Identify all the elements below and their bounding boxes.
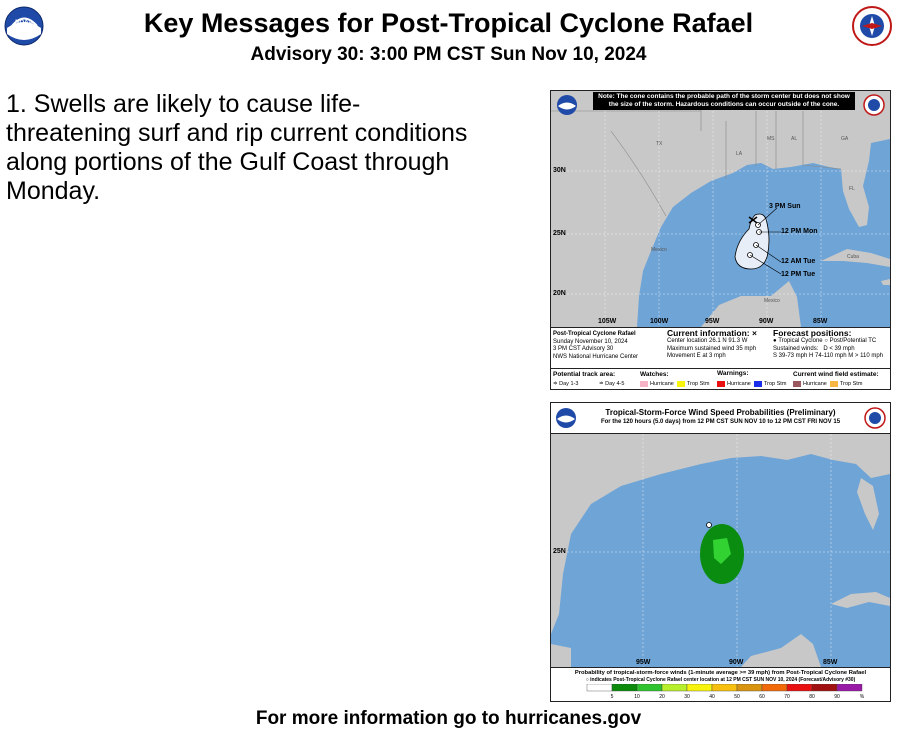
scale-swatch bbox=[637, 684, 662, 691]
footer-link-text: For more information go to hurricanes.gov bbox=[255, 708, 642, 729]
prob-caption-1: Probability of tropical-storm-force winds (1-minute average >= 39 mph) from Post-Tropical Cyclone Rafael bbox=[574, 670, 867, 676]
forecast-label-12am-tue: 12 AM Tue bbox=[781, 258, 816, 265]
cone-map-panel bbox=[550, 90, 891, 390]
scale-label: 80 bbox=[809, 694, 815, 700]
watch-hurricane-label: Hurricane bbox=[650, 381, 674, 387]
cone-legend-strip bbox=[551, 368, 890, 390]
scale-swatch bbox=[587, 684, 612, 691]
lat-20n: 20N bbox=[553, 290, 566, 297]
scale-label: 30 bbox=[684, 694, 690, 700]
current-info-block bbox=[667, 329, 757, 361]
prob-color-scale bbox=[551, 684, 890, 700]
forecast-label-12pm-tue: 12 PM Tue bbox=[781, 271, 816, 278]
prob-lon-85w: 85W bbox=[823, 659, 838, 666]
current-movement: Movement E at 3 mph bbox=[667, 353, 726, 359]
scale-label: 10 bbox=[634, 694, 640, 700]
label-ms: MS bbox=[767, 136, 775, 142]
scale-swatch bbox=[687, 684, 712, 691]
scale-swatch bbox=[662, 684, 687, 691]
key-message: 1. Swells are likely to cause life-threatening surf and rip current conditions along portions of the Gulf Coast through Monday. bbox=[6, 90, 468, 205]
lat-25n: 25N bbox=[553, 230, 566, 237]
scale-label: % bbox=[859, 694, 865, 700]
watch-trop-label: Trop Stm bbox=[687, 381, 710, 387]
label-la: LA bbox=[736, 151, 743, 157]
current-info-title: Current information: × bbox=[667, 328, 757, 338]
filled-circle-icon: ● bbox=[773, 338, 777, 344]
d-label: D < 39 mph bbox=[823, 345, 855, 352]
legend-tropical-cyclone: Tropical Cyclone bbox=[778, 338, 823, 344]
storm-center: NWS National Hurricane Center bbox=[553, 353, 639, 360]
label-fl: FL bbox=[849, 186, 855, 192]
cone-info-strip bbox=[551, 327, 890, 369]
lon-85w: 85W bbox=[813, 318, 828, 325]
lon-90w: 90W bbox=[759, 318, 774, 325]
storm-advisory: 3 PM CST Advisory 30 bbox=[553, 346, 614, 352]
scale-label: 60 bbox=[759, 694, 765, 700]
warn-hurricane bbox=[717, 380, 751, 388]
label-mexico-yucatan: Mexico bbox=[764, 298, 780, 304]
forecast-label-3pm-sun: 3 PM Sun bbox=[769, 203, 801, 210]
day13-label: Day 1-3 bbox=[559, 381, 579, 387]
scale-swatch bbox=[812, 684, 837, 691]
prob-map-subtitle: For the 120 hours (5.0 days) from 12 PM CST SUN NOV 10 to 12 PM CST FRI NOV 15 bbox=[600, 419, 841, 425]
day45-label: Day 4-5 bbox=[605, 381, 625, 387]
warn-hurricane-label: Hurricane bbox=[727, 381, 751, 387]
advisory-subtitle: Advisory 30: 3:00 PM CST Sun Nov 10, 2024 bbox=[250, 44, 647, 65]
prob-map-title: Tropical-Storm-Force Wind Speed Probabilities (Preliminary) bbox=[605, 408, 836, 417]
track-area-title: Potential track area: bbox=[553, 371, 616, 378]
wind-hurricane-label: Hurricane bbox=[803, 381, 827, 387]
scale-label: 90 bbox=[834, 694, 840, 700]
warn-hurricane-swatch bbox=[717, 381, 725, 387]
scale-label: 40 bbox=[709, 694, 715, 700]
current-location: Center location 26.1 N 91.3 W bbox=[667, 338, 748, 344]
wind-trop-swatch bbox=[830, 381, 838, 387]
track-day45 bbox=[599, 380, 624, 388]
scale-label: 5 bbox=[610, 694, 614, 700]
warn-trop-label: Trop Stm bbox=[764, 381, 787, 387]
forecast-positions-block bbox=[773, 329, 883, 361]
scale-swatch bbox=[612, 684, 637, 691]
prob-map-panel bbox=[550, 402, 891, 702]
scale-label: 70 bbox=[784, 694, 790, 700]
cone-note-line2: the size of the storm. Hazardous conditions can occur outside of the cone. bbox=[608, 101, 840, 108]
label-tx: TX bbox=[656, 141, 663, 147]
shm-labels: S 39-73 mph H 74-110 mph M > 110 mph bbox=[773, 353, 884, 359]
label-al: AL bbox=[791, 136, 798, 142]
track-day13 bbox=[553, 380, 578, 388]
prob-map bbox=[551, 434, 890, 667]
cone-note-line1: Note: The cone contains the probable path of the storm center but does not show bbox=[598, 93, 850, 100]
lat-30n: 30N bbox=[553, 167, 566, 174]
sustained-label: Sustained winds: bbox=[773, 345, 819, 352]
wind-hurricane bbox=[793, 380, 827, 388]
label-cuba: Cuba bbox=[847, 254, 859, 260]
scale-swatch bbox=[762, 684, 787, 691]
prob-map-header bbox=[551, 403, 890, 434]
noaa-logo-text: NOAA bbox=[15, 20, 33, 26]
watch-trop-swatch bbox=[677, 381, 685, 387]
warn-trop-swatch bbox=[754, 381, 762, 387]
scale-swatch bbox=[712, 684, 737, 691]
wind-field-title: Current wind field estimate: bbox=[793, 371, 879, 378]
scale-swatch bbox=[787, 684, 812, 691]
watches-title: Watches: bbox=[640, 371, 669, 378]
prob-lon-95w: 95W bbox=[636, 659, 651, 666]
cone-map bbox=[551, 91, 890, 327]
watch-trop bbox=[677, 380, 709, 388]
wind-hurricane-swatch bbox=[793, 381, 801, 387]
prob-lon-90w: 90W bbox=[729, 659, 744, 666]
prob-lat-25n: 25N bbox=[553, 548, 566, 555]
wind-trop bbox=[830, 380, 862, 388]
scale-swatch bbox=[837, 684, 862, 691]
storm-date: Sunday November 10, 2024 bbox=[553, 338, 628, 345]
open-circle-icon: ○ bbox=[824, 338, 828, 344]
scale-swatch bbox=[737, 684, 762, 691]
cone-note bbox=[595, 93, 853, 109]
wind-trop-label: Trop Stm bbox=[840, 381, 863, 387]
lon-95w: 95W bbox=[705, 318, 720, 325]
page-title: Key Messages for Post-Tropical Cyclone Rafael bbox=[143, 8, 754, 38]
storm-name: Post-Tropical Cyclone Rafael bbox=[553, 331, 636, 337]
label-ga: GA bbox=[841, 136, 849, 142]
watch-hurricane-swatch bbox=[640, 381, 648, 387]
current-max-wind: Maximum sustained wind 35 mph bbox=[667, 345, 757, 352]
prob-map-footer bbox=[551, 667, 890, 702]
scale-label: 20 bbox=[659, 694, 665, 700]
lon-100w: 100W bbox=[650, 318, 669, 325]
day45-cone-icon: ≐ bbox=[599, 381, 604, 387]
legend-post-tc: Post/Potential TC bbox=[829, 338, 877, 344]
prob-caption-2: ○ indicates Post-Tropical Cyclone Rafael center location at 12 PM CST SUN NOV 10, 2024 (Forecast/Advisory #30) bbox=[585, 677, 856, 683]
day13-cone-icon: ≑ bbox=[553, 381, 558, 387]
storm-block bbox=[553, 331, 638, 361]
forecast-positions-title: Forecast positions: bbox=[773, 328, 852, 338]
warnings-title: Warnings: bbox=[717, 370, 749, 377]
lon-105w: 105W bbox=[598, 318, 617, 325]
forecast-label-12pm-mon: 12 PM Mon bbox=[781, 228, 818, 235]
label-mexico: Mexico bbox=[651, 247, 667, 253]
watch-hurricane bbox=[640, 380, 674, 388]
warn-trop bbox=[754, 380, 786, 388]
scale-label: 50 bbox=[734, 694, 740, 700]
